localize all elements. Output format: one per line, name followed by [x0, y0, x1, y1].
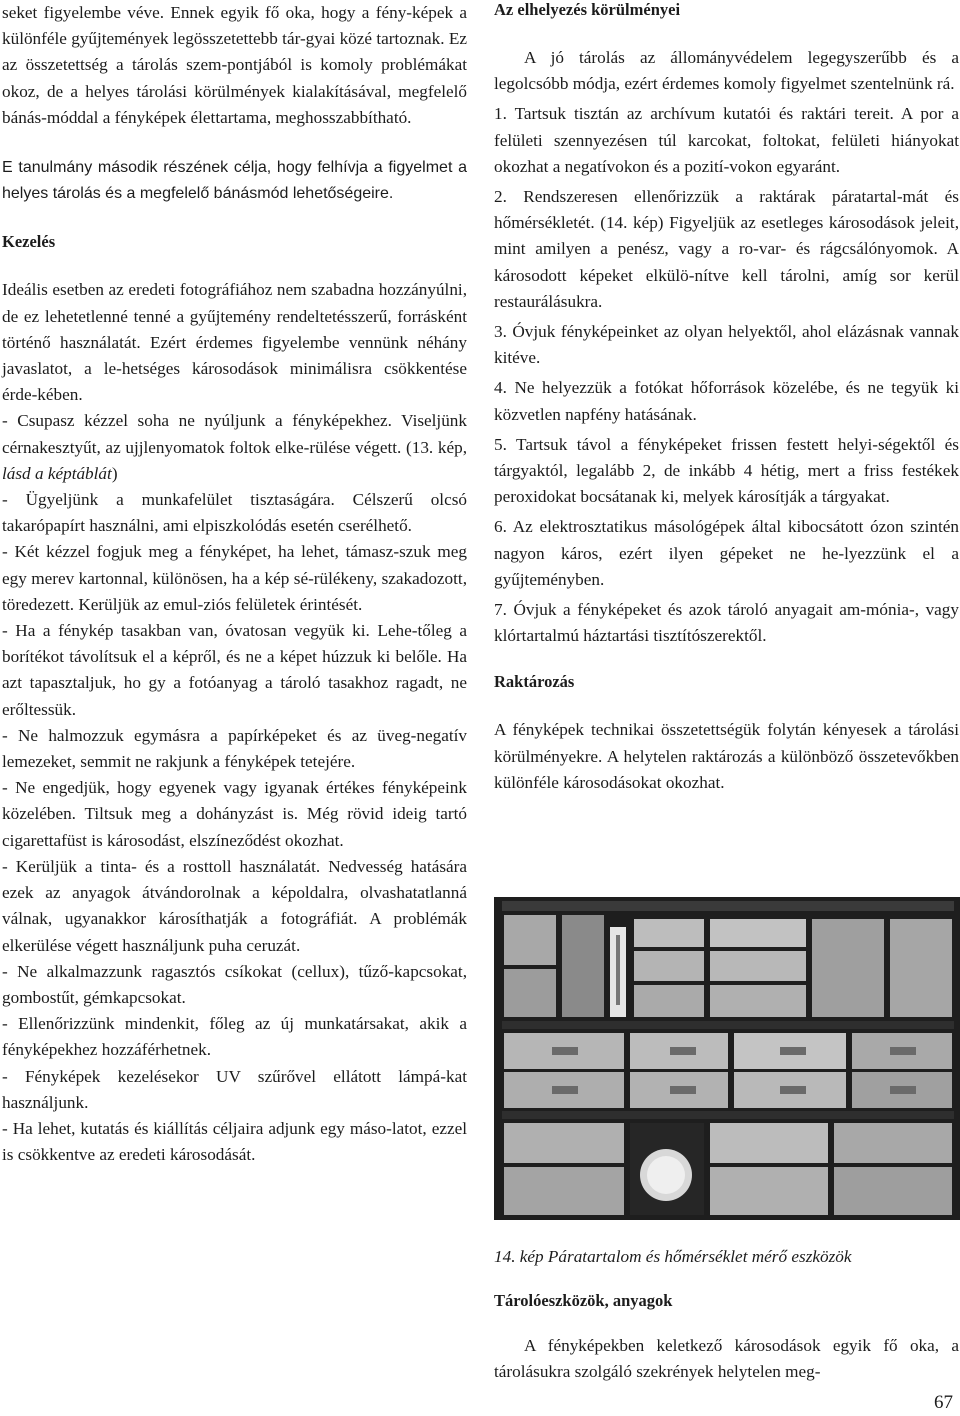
final-paragraph: A fényképekben keletkező károsodások egyik fő oka, a tárolásukra szolgáló szekrények helytelen meg-	[494, 1336, 959, 1382]
left-column	[2, 0, 467, 1168]
bullet-item	[2, 408, 467, 487]
numbered-item-2: 2. Rendszeresen ellenőrizzük a raktárak páratartal-mát és hőmérsékletét. (14. kép) Figyeljük az esetleges károsodások jeleit, mint amilyen a penész, vagy a ro-var- és rágcsálónyomok. A károsodott képeket elkülö-nítve kell tárolni, amíg sor kerül restaurálásukra.	[494, 187, 959, 311]
bullet-item: - Két kézzel fogjuk meg a fényképet, ha lehet, támasz-szuk meg egy merev kartonnal, különösen, ha a kép sé-rülékeny, szakadozott, töredezett. Kerüljük az emul-ziós felületek érintését.	[2, 542, 467, 614]
bullet-item: - Ha lehet, kutatás és kiállítás céljaira adjunk egy máso-latot, ezzel is csökkentve az eredeti károsodását.	[2, 1118, 467, 1165]
numbered-item-3: 3. Óvjuk fényképeinket az olyan helyektől, ahol elázásnak vannak kitéve.	[494, 322, 959, 368]
numbered-item-1: 1. Tartsuk tisztán az archívum kutatói és raktári tereit. A por a felületi szennyezésen túl karcokat, foltokat, felületi hiányokat okozhat a negatívokon és a pozití-vokon egyaránt.	[494, 104, 959, 176]
bullet-item: - Kerüljük a tinta- és a rosttoll használatát. Nedvesség hatására ezek az anyagok átvándorolnak a képoldalra, olvashatatlanná válnak, ugyanakkor károsíthatják a fotográfiát. A problémák elkerülése végett használjunk puha ceruzát.	[2, 856, 467, 955]
section-heading-elhelyezes: Az elhelyezés körülményei	[494, 0, 681, 19]
right-column-bottom	[494, 1288, 959, 1385]
plate-reference: lásd a képtáblát	[2, 463, 112, 483]
section-heading-kezeles: Kezelés	[2, 232, 56, 252]
storage-paragraph: A fényképek technikai összetettségük folytán kényesek a tárolási körülményekre. A helytelen raktározás a különböző összetevőkben különféle károsodásokat okozhat.	[494, 720, 959, 792]
placement-intro: A jó tárolás az állományvédelem legegyszerűbb és a legolcsóbb módja, ezért érdemes komoly figyelmet szentelnünk rá.	[494, 48, 959, 94]
bullet-item: - Ellenőrizzünk mindenkit, főleg az új munkatársakat, akik a fényképekhez hozzáférhetnek.	[2, 1014, 467, 1060]
ideal-paragraph: Ideális esetben az eredeti fotográfiához nem szabadna hozzányúlni, de ez lehetetlenné tenné a gyűjtemény rendeltetésszerű, forrásként történő használatát. Ezért érdemes figyelembe vennünk néhány javaslatot, a le-hetséges károsodások minimálisra csökkentése érde-kében.	[2, 280, 467, 405]
bullet-item: - Fényképek kezelésekor UV szűrővel ellátott lámpá-kat használjunk.	[2, 1066, 467, 1112]
numbered-item-7: 7. Óvjuk a fényképeket és azok tároló anyagait am-mónia-, vagy klórtartalmú háztartási tisztítószerektől.	[494, 600, 959, 646]
page-number: 67	[934, 1392, 953, 1413]
section-heading-taroloeszkozok: Tárolóeszközök, anyagok	[494, 1291, 673, 1310]
photo-caption: 14. kép Páratartalom és hőmérséklet mérő eszközök	[494, 1247, 852, 1266]
bullet-text: - Csupasz kézzel soha ne nyúljunk a fényképekhez. Viseljünk cérnakesztyűt, az ujjlenyomatok foltok elke-rülése végett. (13. kép,	[2, 411, 467, 457]
numbered-item-6: 6. Az elektrosztatikus másológépek által kibocsátott ózon szintén nagyon káros, ezért ilyen gépeket ne he-lyezzünk el a gyűjteményben.	[494, 517, 959, 589]
bullet-item: - Ne halmozzuk egymásra a papírképeket és az üveg-negatív lemezeket, semmit ne rakjunk a fényképek tetejére.	[2, 725, 467, 772]
numbered-item-5: 5. Tartsuk távol a fényképeket frissen festett helyi-ségektől és tárgyaktól, legalább 2, de inkább 4 hétig, mert a friss festékek peroxidokat bocsátanak ki, melyek károsítják a tárgyakat.	[494, 434, 959, 507]
bullet-item: - Ne alkalmazzunk ragasztós csíkokat (cellux), tűző-kapcsokat, gombostűt, gémkapcsokat.	[2, 961, 467, 1007]
storage-cabinet-photo	[494, 897, 960, 1220]
right-column	[494, 0, 959, 796]
section-heading-raktarozas: Raktározás	[494, 672, 575, 692]
numbered-item-4: 4. Ne helyezzük a fotókat hőforrások közelébe, és ne tegyük ki közvetlen napfény hatásának.	[494, 378, 959, 424]
bullet-item: - Ha a fénykép tasakban van, óvatosan vegyük ki. Lehe-tőleg a borítékot távolítsuk el a képről, és ne a képet húzzuk ki belőle. Ha azt tapasztaljuk, ho gy a fotóanyag a tároló tasakhoz ragadt, ne erőltessük.	[2, 621, 467, 719]
bullet-item: - Ne engedjük, hogy egyenek vagy igyanak értékes fényképeink közelében. Tiltsuk meg a dohányzást is. Még rövid ideig tartó cigarettafüst is károsodást, elszíneződést okozhat.	[2, 778, 467, 850]
bullet-item: - Ügyeljünk a munkafelület tisztaságára. Célszerű olcsó takarópapírt használni, ami elpiszkolódás esetén cserélhető.	[2, 490, 467, 536]
purpose-paragraph: E tanulmány második részének célja, hogy felhívja a figyelmet a helyes tárolás és a megfelelő bánásmód lehetőségeire.	[2, 159, 467, 203]
intro-paragraph: seket figyelembe véve. Ennek egyik fő oka, hogy a fény-képek a különféle gyűjtemények legösszetettebb tár-gyai közé tartoznak. Ez az összetettség a tárolás szem-pontjából is komoly problémákat okoz, de a helyes tárolási körülmények kialakításával, megfelelő bánás-móddal a fényképek élettartama, meghosszabbítható.	[2, 3, 467, 127]
bullet-text-end: )	[111, 463, 118, 483]
photo-illustration	[494, 897, 960, 1220]
